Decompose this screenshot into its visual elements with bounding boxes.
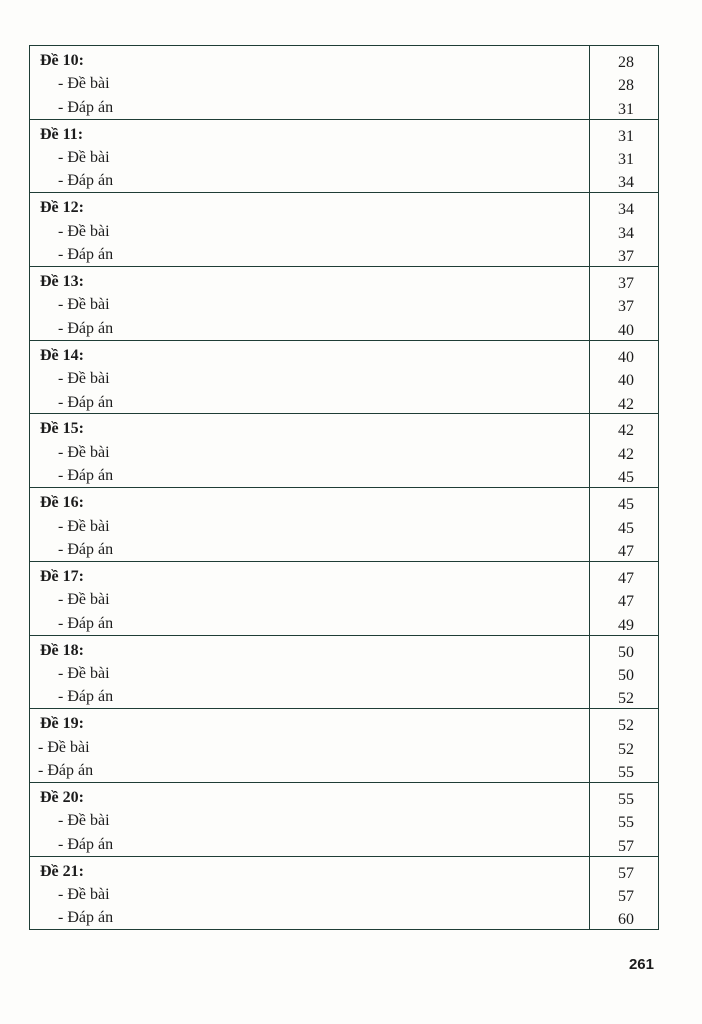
sub-item-page: 42 [618, 395, 634, 413]
sub-item-label: - Đề bài [58, 443, 110, 461]
section-title: Đề 21: [40, 862, 84, 880]
sub-item-page: 34 [618, 224, 634, 242]
sub-item-label: - Đề bài [58, 149, 110, 167]
sub-item-page: 45 [618, 469, 634, 487]
sub-item-page: 40 [618, 372, 634, 390]
sub-item-label: - Đáp án [58, 835, 114, 853]
sub-item-page: 34 [618, 174, 634, 192]
section-page: 37 [618, 275, 634, 293]
section-page: 42 [618, 422, 634, 440]
sub-item-label: - Đề bài [58, 885, 110, 903]
sub-item-page: 55 [618, 814, 634, 832]
section-page: 31 [618, 127, 634, 145]
section-title: Đề 19: [40, 715, 84, 733]
sub-item-page: 31 [618, 100, 634, 118]
section-page: 28 [618, 54, 634, 71]
sub-item-label: - Đáp án [58, 393, 114, 411]
sub-item-page: 47 [618, 593, 634, 611]
section-title: Đề 10: [40, 52, 84, 69]
table-of-contents [29, 45, 659, 930]
sub-item-page: 28 [618, 77, 634, 95]
sub-item-label: - Đáp án [58, 319, 114, 337]
sub-item-label: - Đề bài [58, 296, 110, 314]
toc-section [30, 45, 658, 119]
sub-item-label: - Đáp án [58, 540, 114, 558]
sub-item-label: - Đáp án [58, 246, 114, 264]
sub-item-label: - Đề bài [58, 591, 110, 609]
sub-item-label: - Đáp án [58, 688, 114, 706]
sub-item-label: - Đề bài [58, 370, 110, 388]
section-title: Đề 14: [40, 346, 84, 364]
section-title: Đề 11: [40, 125, 84, 143]
sub-item-page: 52 [618, 740, 634, 758]
toc-section [30, 708, 658, 782]
sub-item-page: 52 [618, 690, 634, 708]
sub-item-page: 60 [618, 911, 634, 929]
section-title: Đề 13: [40, 273, 84, 291]
section-page: 45 [618, 496, 634, 514]
sub-item-label: - Đề bài [58, 75, 110, 93]
sub-item-label: - Đề bài [58, 517, 110, 535]
section-page: 47 [618, 569, 634, 587]
sub-item-page: 42 [618, 445, 634, 463]
section-title: Đề 18: [40, 641, 84, 659]
sub-item-label: - Đề bài [58, 812, 110, 830]
sub-item-page: 31 [618, 151, 634, 169]
section-title: Đề 15: [40, 420, 84, 438]
toc-section [30, 487, 658, 561]
section-title: Đề 16: [40, 494, 84, 512]
section-title: Đề 20: [40, 788, 84, 806]
section-title: Đề 17: [40, 567, 84, 585]
sub-item-page: 55 [618, 763, 634, 781]
toc-section [30, 266, 658, 340]
toc-section [30, 782, 658, 856]
toc-section [30, 413, 658, 487]
section-page: 40 [618, 348, 634, 366]
sub-item-page: 49 [618, 616, 634, 634]
sub-item-page: 57 [618, 837, 634, 855]
section-page: 34 [618, 201, 634, 219]
sub-item-label: - Đề bài [58, 664, 110, 682]
sub-item-page: 57 [618, 887, 634, 905]
sub-item-label: - Đáp án [58, 467, 114, 485]
sub-item-label: - Đáp án [38, 761, 94, 779]
toc-section [30, 340, 658, 414]
sub-item-page: 50 [618, 666, 634, 684]
section-page: 57 [618, 864, 634, 882]
sub-item-label: - Đáp án [58, 172, 114, 190]
sub-item-page: 45 [618, 519, 634, 537]
section-page: 52 [618, 717, 634, 735]
sub-item-page: 37 [618, 298, 634, 316]
sub-item-page: 40 [618, 321, 634, 339]
sub-item-page: 47 [618, 542, 634, 560]
sub-item-label: - Đề bài [58, 222, 110, 240]
section-title: Đề 12: [40, 199, 84, 217]
sub-item-label: - Đáp án [58, 98, 114, 116]
section-page: 55 [618, 790, 634, 808]
page-number: 261 [628, 956, 654, 973]
toc-section [30, 856, 658, 930]
toc-section [30, 192, 658, 266]
sub-item-label: - Đề bài [38, 738, 90, 756]
sub-item-label: - Đáp án [58, 909, 114, 927]
toc-section [30, 119, 658, 193]
section-page: 50 [618, 643, 634, 661]
sub-item-label: - Đáp án [58, 614, 114, 632]
toc-section [30, 561, 658, 635]
sub-item-page: 37 [618, 248, 634, 266]
toc-section [30, 635, 658, 709]
